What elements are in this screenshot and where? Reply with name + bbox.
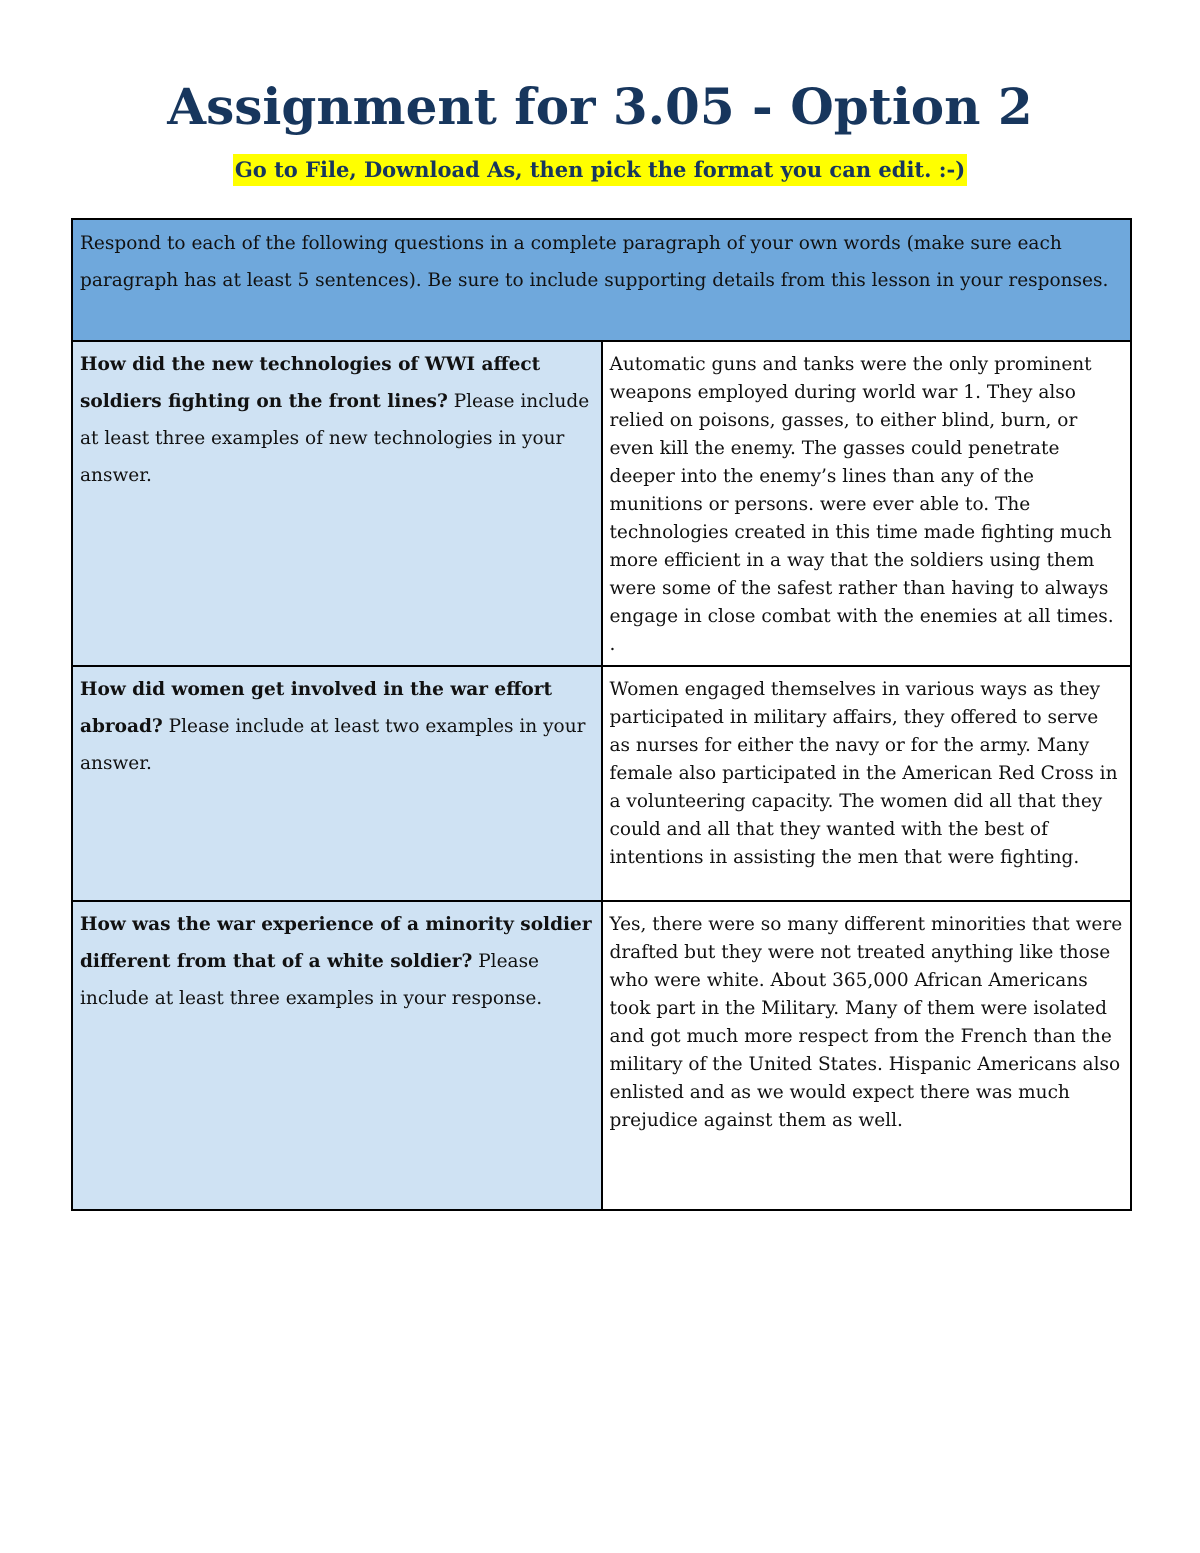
question-1-rest: Please include at least three examples of new technologies in your answer. [80,391,590,486]
answer-cell-3[interactable]: Yes, there were so many different minorities that were drafted but they were not treated anything like those who were white. About 365,000 African Americans took part in the Military. Many of them were isolated and got much more respect from the French than the military of the United States. Hispanic Americans also enlisted and as we would expect there was much prejudice against them as well. [602,901,1132,1210]
page-title: Assignment for 3.05 - Option 2 [167,77,1033,136]
highlighted-instruction: Go to File, Download As, then pick the format you can edit. :-) [233,154,967,186]
instructions-cell: Respond to each of the following questions in a complete paragraph of your own words (make sure each paragraph has at least 5 sentences). Be sure to include supporting details from this lesson in your responses. [72,219,1131,341]
question-cell-1 [72,341,602,666]
question-3-rest: Please include at least three examples in your response. [80,951,543,1009]
question-2-bold: How did women get involved in the war effort abroad? [80,679,553,737]
subtitle-container [0,154,1200,186]
answer-cell-2[interactable]: Women engaged themselves in various ways as they participated in military affairs, they offered to serve as nurses for either the navy or for the army. Many female also participated in the American Red Cross in a volunteering capacity. The women did all that they could and all that they wanted with the best of intentions in assisting the men that were fighting. [602,666,1132,901]
question-cell-2 [72,666,602,901]
question-1-bold: How did the new technologies of WWI affect soldiers fighting on the front lines? [80,354,541,412]
question-cell-3 [72,901,602,1210]
table-row [72,666,1131,901]
instructions-row [72,219,1131,341]
question-3-bold: How was the war experience of a minority soldier different from that of a white soldier? [80,914,592,972]
question-2-rest: Please include at least two examples in your answer. [80,716,586,774]
table-row [72,341,1131,666]
assignment-table [71,218,1132,1211]
answer-cell-1[interactable]: Automatic guns and tanks were the only prominent weapons employed during world war 1. They also relied on poisons, gasses, to either blind, burn, or even kill the enemy. The gasses could penetrate deeper into the enemy’s lines than any of the munitions or persons. were ever able to. The technologies created in this time made fighting much more efficient in a way that the soldiers using them were some of the safest rather than having to always engage in close combat with the enemies at all times. . [602,341,1132,666]
table-row [72,901,1131,1210]
